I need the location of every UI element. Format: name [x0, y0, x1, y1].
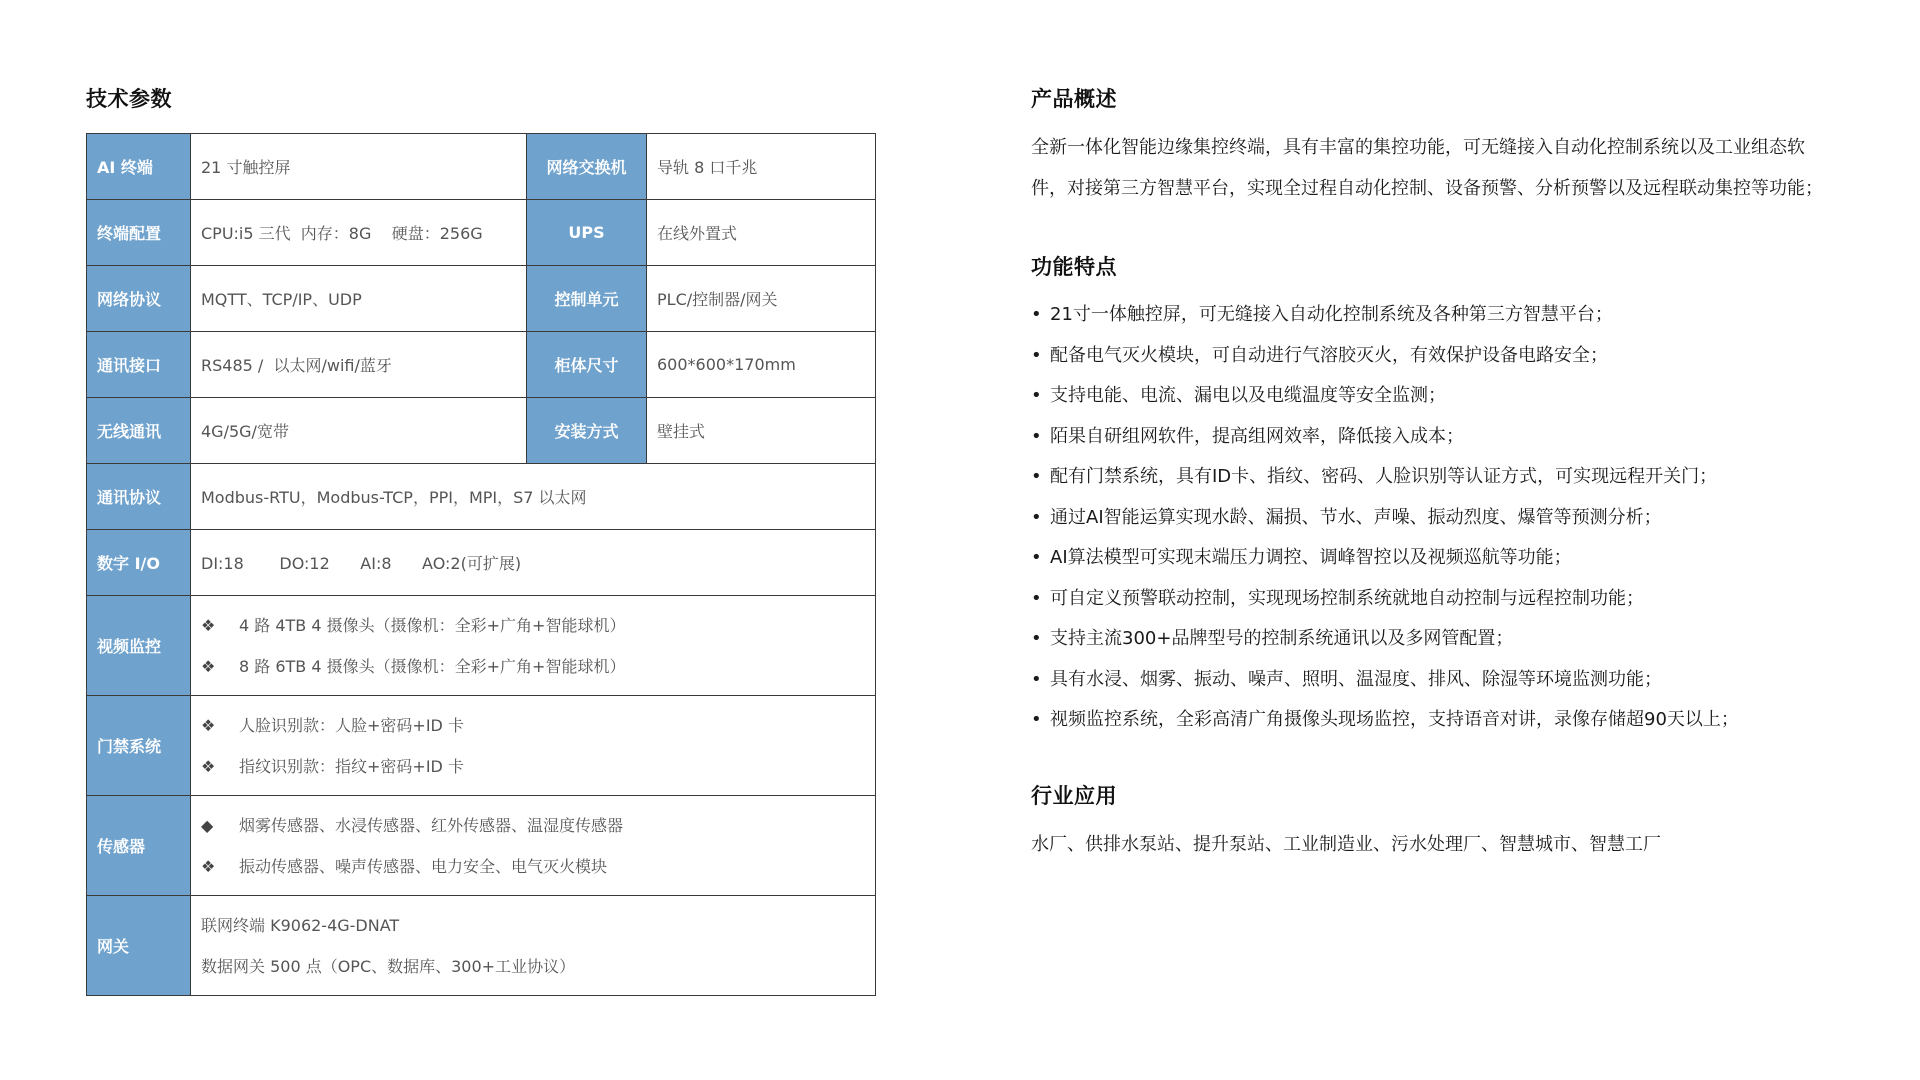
feature-item — [1031, 336, 1739, 377]
bullet-icon: • — [1031, 385, 1042, 406]
row-value: 21 寸触控屏 — [191, 134, 527, 200]
diamond-icon: ◆ — [201, 815, 214, 835]
spec-table — [86, 133, 876, 996]
item-text: 8 路 6TB 4 摄像头（摄像机：全彩+广角+智能球机） — [239, 656, 626, 676]
row-key: 数字 I/O — [87, 530, 191, 596]
feature-item — [1031, 538, 1739, 579]
bullet-icon: • — [1031, 466, 1042, 487]
industry-text: 水厂、供排水泵站、提升泵站、工业制造业、污水处理厂、智慧城市、智慧工厂 — [1031, 834, 1661, 855]
item-text: 指纹识别款：指纹+密码+ID 卡 — [239, 756, 464, 776]
row-value: PLC/控制器/网关 — [647, 266, 876, 332]
row-value: 600*600*170mm — [647, 332, 876, 398]
item-text: 振动传感器、噪声传感器、电力安全、电气灭火模块 — [239, 856, 608, 876]
feature-text: 支持电能、电流、漏电以及电缆温度等安全监测； — [1050, 385, 1446, 406]
row-value — [191, 596, 876, 696]
bullet-icon: • — [1031, 628, 1042, 649]
feature-text: 具有水浸、烟雾、振动、噪声、照明、温湿度、排风、除湿等环境监测功能； — [1050, 668, 1662, 690]
overview-line: 全新一体化智能边缘集控终端，具有丰富的集控功能，可无缝接入自动化控制系统以及工业组态软 — [1031, 137, 1805, 158]
table-row — [87, 398, 876, 464]
feature-text: 配备电气灭火模块，可自动进行气溶胶灭火，有效保护设备电路安全； — [1050, 344, 1608, 366]
bullet-icon: • — [1031, 668, 1042, 690]
row-key: 无线通讯 — [87, 398, 191, 464]
table-row — [87, 696, 876, 796]
industry-heading: 行业应用 — [1031, 784, 1117, 808]
list-item — [201, 646, 875, 687]
feature-item — [1031, 376, 1739, 417]
row-key: 终端配置 — [87, 200, 191, 266]
bullet-icon: • — [1031, 506, 1042, 528]
overview-heading: 产品概述 — [1031, 87, 1117, 111]
feature-text: 21寸一体触控屏，可无缝接入自动化控制系统及各种第三方智慧平台； — [1050, 304, 1613, 325]
row-value: 在线外置式 — [647, 200, 876, 266]
item-text: 烟雾传感器、水浸传感器、红外传感器、温湿度传感器 — [239, 815, 624, 835]
bullet-icon: • — [1031, 547, 1042, 568]
row-key: 网络协议 — [87, 266, 191, 332]
diamond-icon: ❖ — [201, 715, 216, 735]
row-key: 安装方式 — [527, 398, 647, 464]
feature-item — [1031, 295, 1739, 336]
row-value: RS485 / 以太网/wifi/蓝牙 — [191, 332, 527, 398]
feature-text: 视频监控系统，全彩高清广角摄像头现场监控，支持语音对讲，录像存储超90天以上； — [1050, 709, 1739, 730]
bullet-icon: • — [1031, 304, 1042, 325]
row-value: CPU:i5 三代 内存：8G 硬盘：256G — [191, 200, 527, 266]
bullet-icon: • — [1031, 709, 1042, 730]
row-key: 柜体尺寸 — [527, 332, 647, 398]
row-key: 通讯协议 — [87, 464, 191, 530]
row-key: 控制单元 — [527, 266, 647, 332]
feature-text: 可自定义预警联动控制，实现现场控制系统就地自动控制与远程控制功能； — [1050, 587, 1644, 609]
item-text: 4 路 4TB 4 摄像头（摄像机：全彩+广角+智能球机） — [239, 615, 626, 635]
table-row — [87, 134, 876, 200]
features-list — [1031, 295, 1739, 741]
table-row — [87, 796, 876, 896]
overview-line: 件，对接第三方智慧平台，实现全过程自动化控制、设备预警、分析预警以及远程联动集控等功能； — [1031, 178, 1823, 199]
bullet-icon: • — [1031, 587, 1042, 609]
table-row — [87, 464, 876, 530]
diamond-icon: ❖ — [201, 615, 216, 635]
row-value — [191, 696, 876, 796]
bullet-icon: • — [1031, 425, 1042, 447]
row-value: 4G/5G/宽带 — [191, 398, 527, 464]
row-value: 导轨 8 口千兆 — [647, 134, 876, 200]
row-key: UPS — [527, 200, 647, 266]
feature-item — [1031, 619, 1739, 660]
feature-item — [1031, 417, 1739, 458]
feature-text: AI算法模型可实现末端压力调控、调峰智控以及视频巡航等功能； — [1050, 547, 1572, 568]
row-value: DI:18 DO:12 AI:8 AO:2(可扩展) — [191, 530, 876, 596]
row-value: Modbus-RTU，Modbus-TCP，PPI，MPI，S7 以太网 — [191, 464, 876, 530]
list-item — [201, 746, 875, 787]
feature-item — [1031, 498, 1739, 539]
list-item: 数据网关 500 点（OPC、数据库、300+工业协议） — [201, 956, 576, 976]
feature-item — [1031, 700, 1739, 741]
list-item — [201, 705, 875, 746]
table-row — [87, 200, 876, 266]
row-key: 门禁系统 — [87, 696, 191, 796]
row-key: 网关 — [87, 896, 191, 996]
row-value — [191, 896, 876, 996]
table-row — [87, 530, 876, 596]
diamond-icon: ❖ — [201, 756, 216, 776]
feature-item — [1031, 579, 1739, 620]
row-key: 传感器 — [87, 796, 191, 896]
feature-item — [1031, 457, 1739, 498]
row-key: 网络交换机 — [527, 134, 647, 200]
row-key: 视频监控 — [87, 596, 191, 696]
features-heading: 功能特点 — [1031, 255, 1117, 279]
diamond-icon: ❖ — [201, 656, 216, 676]
row-value: 壁挂式 — [647, 398, 876, 464]
list-item: 联网终端 K9062-4G-DNAT — [201, 915, 400, 935]
spec-heading: 技术参数 — [86, 87, 172, 111]
list-item — [201, 846, 875, 887]
item-text: 人脸识别款：人脸+密码+ID 卡 — [239, 715, 464, 735]
diamond-icon: ❖ — [201, 856, 216, 876]
row-key: 通讯接口 — [87, 332, 191, 398]
feature-item — [1031, 660, 1739, 701]
feature-text: 通过AI智能运算实现水龄、漏损、节水、声噪、振动烈度、爆管等预测分析； — [1050, 506, 1662, 528]
table-row — [87, 266, 876, 332]
list-item — [201, 805, 875, 846]
table-row — [87, 596, 876, 696]
list-item — [201, 605, 875, 646]
row-value: MQTT、TCP/IP、UDP — [191, 266, 527, 332]
row-key: AI 终端 — [87, 134, 191, 200]
row-value — [191, 796, 876, 896]
bullet-icon: • — [1031, 344, 1042, 366]
feature-text: 配有门禁系统，具有ID卡、指纹、密码、人脸识别等认证方式，可实现远程开关门； — [1050, 466, 1718, 487]
feature-text: 陌果自研组网软件，提高组网效率，降低接入成本； — [1050, 425, 1464, 447]
feature-text: 支持主流300+品牌型号的控制系统通讯以及多网管配置； — [1050, 628, 1514, 649]
table-row — [87, 332, 876, 398]
table-row — [87, 896, 876, 996]
